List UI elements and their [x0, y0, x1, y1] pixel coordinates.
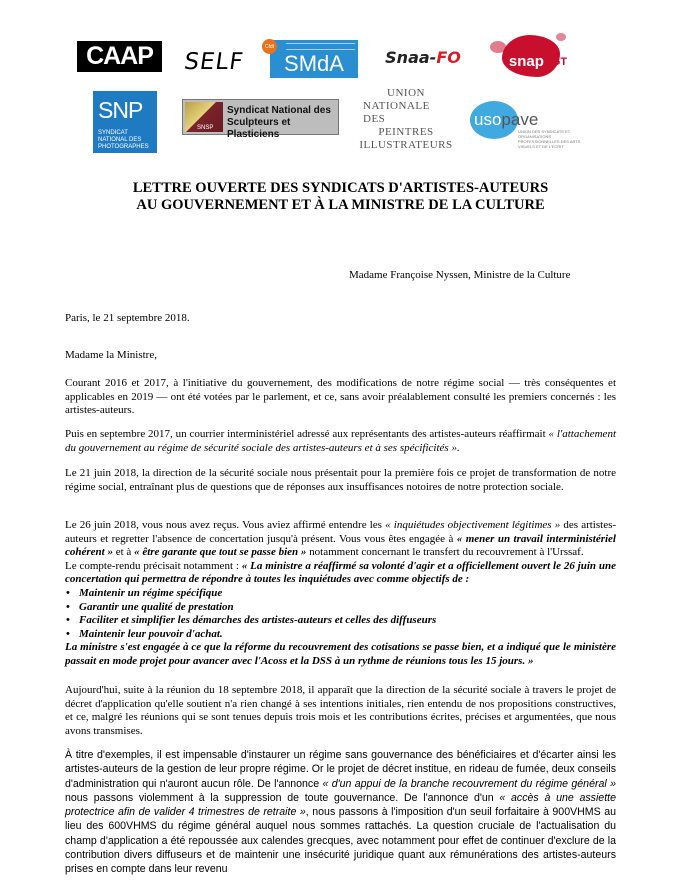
unpi-line: NATIONALE DES [363, 99, 430, 125]
snap-cgt-logo [478, 31, 588, 79]
quote: « l'attachement du gouvernement au régime de sécurité sociale des artistes-auteurs et à ses spécificités ». [65, 428, 617, 454]
paragraph-text [65, 428, 616, 455]
usopave-part1: uso [474, 110, 502, 129]
paragraph-text: Le 21 juin 2018, la direction de la sécurité sociale nous présentait pour la première fois ce projet de transformation de notre régime social, entraînant plus de questions que de réponses aux insuffisances notoires de notre protection sociale. [65, 467, 616, 493]
paragraph-span: À titre d'exemples, il est impensable d'instaurer un régime sans gouvernance des bénéficiaires et d'écarter ainsi les artistes-auteurs de la gestion de leur propre régime. Or le projet de décret institue, en rideau de fumée, deux conseils d'administration qui n'auront aucun rôle. De l'annonce [65, 749, 616, 790]
smda-logo-text: SMdA [284, 51, 344, 76]
snaa-text: Snaa- [385, 47, 437, 67]
snp-abbr: SNP [98, 97, 143, 123]
recipient: Madame Françoise Nyssen, Ministre de la Culture [349, 269, 571, 281]
letter-title [0, 180, 681, 214]
paragraph-span: , nous passons à l'imposition d'un seuil forfaitaire à 900VHMS au lieu des 600VHMS du régime général auquel nous sommes rattachés. La question cruciale de l'actualisation du champ d'application a été repoussée aux calendes grecques, avec notamment pour effet de continuer d'exclure de la contribution divers diffuseurs et de maintenir une insécurité juridique quant aux rémunérations des artistes-auteurs prises en compte dans leur revenu [65, 806, 617, 876]
snsp-logo [182, 99, 339, 140]
quote: « mener un travail interministériel cohérent » [65, 532, 616, 559]
snaa-fo-logo [386, 44, 460, 70]
list-item: • Garantir une qualité de prestation [65, 601, 616, 615]
caap-logo-text: CAAP [86, 42, 153, 70]
paragraph-text: Courant 2016 et 2017, à l'initiative du gouvernement, des modifications de notre régime social — très conséquentes et applicables en 2019 — ont été votées par le parlement, et ce, sans avoir préalablement consulté les premiers concernés : les artistes-auteurs. [65, 377, 616, 417]
snsp-name-line: Syndicat National des [227, 105, 331, 116]
usopave-tagline: UNION DES SYNDICATS ET ORGANISATIONS PROFESSIONNELLES DES ARTS VISUELS ET DE L'ECRIT [518, 129, 581, 149]
self-logo-text: SELF [182, 49, 246, 75]
cgt-text: CGT [543, 56, 568, 68]
usopave-logo [470, 101, 590, 149]
unpi-line: PEINTRES [378, 125, 434, 138]
quote: « inquiétudes objectivement légitimes » [385, 519, 561, 531]
quote: La ministre s'est engagée à ce que la réforme du recouvrement des cotisations se passe bien, et a indiqué que le ministère passait en mode projet pour avancer avec l'Acoss et la DSS à un rythme de réunions tous les 15 jours. » [65, 641, 616, 667]
caap-logo [77, 41, 162, 72]
salutation: Madame la Ministre, [65, 349, 157, 361]
snsp-mark-text: SNSP [197, 125, 214, 131]
smda-logo [264, 40, 358, 78]
paragraph-span: notamment concernant le transfert du recouvrement à l'Urssaf. [309, 546, 584, 559]
paragraph-text [65, 519, 616, 560]
quote: « être garante que tout se passe bien » [134, 546, 307, 559]
fo-text: FO [436, 47, 461, 67]
usopave-wordmark [474, 110, 538, 130]
paragraph-text [65, 748, 616, 877]
snap-text: snap [508, 52, 544, 70]
paragraph-4 [65, 519, 616, 669]
list-item: • Faciliter et simplifier les démarches des artistes-auteurs et celles des diffuseurs [65, 614, 616, 628]
paragraph-text [65, 560, 616, 587]
quote: « La ministre a réaffirmé sa volonté d'agir et a officiellement ouvert le 26 juin une concertation qui permettra de répondre à toutes les inquiétudes avec comme objectifs de : [65, 559, 617, 586]
cfdt-badge: Cfdt [262, 39, 277, 54]
paint-drop-icon [556, 33, 566, 41]
paragraph-1 [65, 377, 616, 418]
place-date: Paris, le 21 septembre 2018. [65, 312, 190, 324]
letter-title-line: LETTRE OUVERTE DES SYNDICATS D'ARTISTES-AUTEURS [132, 180, 549, 196]
quote: « d'un appui de la branche recouvrement du régime général » [322, 777, 616, 790]
snsp-name-line: Sculpteurs et Plasticiens [227, 117, 291, 140]
objectives-list [65, 587, 616, 641]
list-item: • Maintenir leur pouvoir d'achat. [65, 628, 616, 642]
list-item: • Maintenir un régime spécifique [65, 587, 616, 601]
letter-title-line: AU GOUVERNEMENT ET À LA MINISTRE DE LA CULTURE [136, 197, 545, 213]
unpi-line: UNION [387, 86, 425, 99]
paragraph-5 [65, 684, 616, 738]
quote: « accès à une assiette protectrice afin de valider 4 trimestres de retraite » [65, 791, 616, 819]
paragraph-span: Le compte-rendu précisait notamment : [65, 559, 239, 572]
snsp-name [227, 105, 338, 141]
snp-logo [93, 91, 157, 153]
paragraph-6 [65, 748, 616, 877]
unpi-line: ILLUSTRATEURS [359, 138, 453, 151]
paragraph-span: Le 26 juin 2018, vous nous avez reçus. Vous aviez affirmé entendre les [65, 519, 382, 531]
unpi-logo [359, 86, 453, 151]
paragraph-text: Aujourd'hui, suite à la réunion du 18 septembre 2018, il apparaît que la direction de la sécurité sociale à travers le projet de décret d'application qu'elle soutient n'a rien changé à ses intentions initiales, rien entendu de nos propositions constructives, et ce, malgré les réunions qui se sont tenues depuis trois mois et les contributions écrites, précises et argumentées, que nous avons transmises. [65, 684, 616, 737]
snp-full-name: SYNDICAT NATIONAL DES PHOTOGRAPHES [98, 130, 149, 150]
self-logo [183, 44, 244, 80]
smda-logo-lines [286, 43, 355, 50]
paragraph-text [65, 641, 616, 668]
paint-drop-icon [490, 41, 506, 53]
usopave-part2: pave [501, 110, 539, 129]
paragraph-span: des artistes-auteurs et regretter l'absence de concertation jusqu'à présent. Vous vous êtes engagée à [65, 519, 617, 545]
paragraph-span: et à [115, 546, 132, 559]
paragraph-span: Puis en septembre 2017, un courrier interministériel adressé aux représentants des artistes-auteurs réaffirmait [65, 428, 546, 440]
paragraph-2 [65, 428, 616, 455]
paragraph-span: nous passons violemment à la suppression de toute gouvernance. De l'annonce d'un [65, 791, 494, 804]
paragraph-3 [65, 467, 616, 494]
